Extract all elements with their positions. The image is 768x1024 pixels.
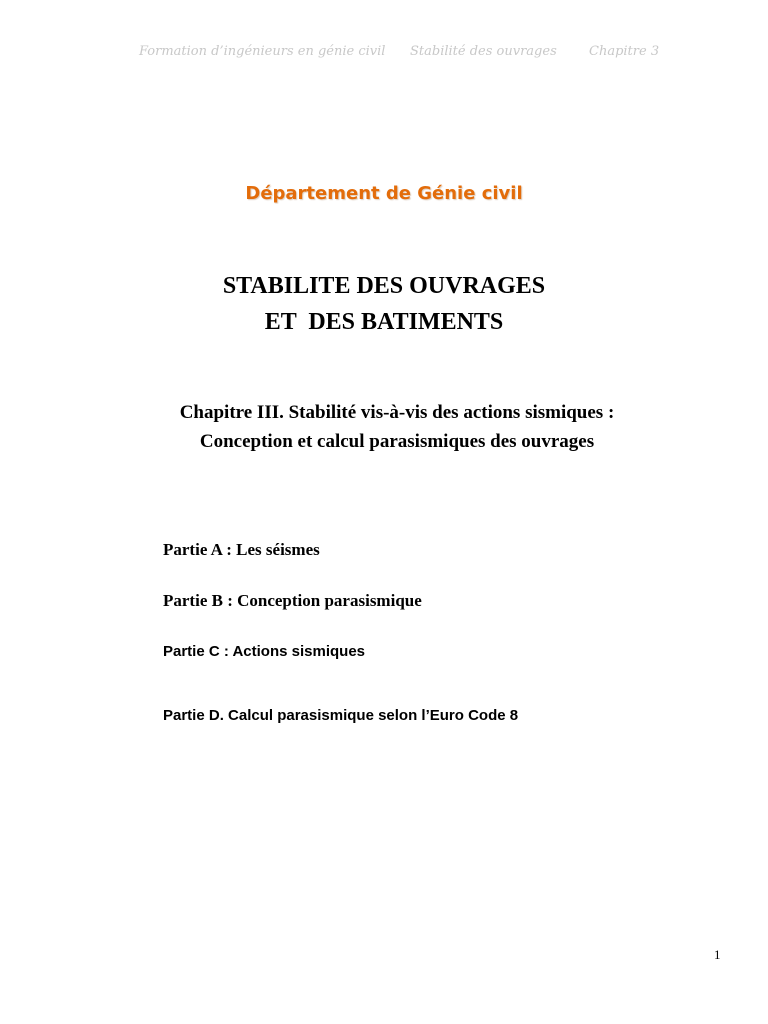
department-heading: Département de Génie civil [245, 183, 523, 204]
chapter-line-2: Conception et calcul parasismiques des ouvrages [199, 431, 595, 452]
page-number: 1 [714, 947, 721, 962]
title-line-2: ET DES BATIMENTS [264, 309, 504, 335]
header-chapter: Chapitre 3 [589, 44, 660, 59]
part-a: Partie A : Les séismes [163, 540, 320, 559]
part-b: Partie B : Conception parasismique [163, 591, 422, 610]
title-line-1: STABILITE DES OUVRAGES [222, 273, 546, 299]
part-d: Partie D. Calcul parasismique selon l’Euro Code 8 [163, 707, 519, 724]
running-header [0, 44, 768, 64]
part-c: Partie C : Actions sismiques [163, 643, 366, 660]
header-course: Formation d’ingénieurs en génie civil [139, 44, 386, 59]
header-subject: Stabilité des ouvrages [410, 44, 557, 59]
document-title [0, 268, 768, 340]
chapter-heading [0, 398, 768, 456]
chapter-line-1: Chapitre III. Stabilité vis-à-vis des actions sismiques : [179, 402, 615, 423]
